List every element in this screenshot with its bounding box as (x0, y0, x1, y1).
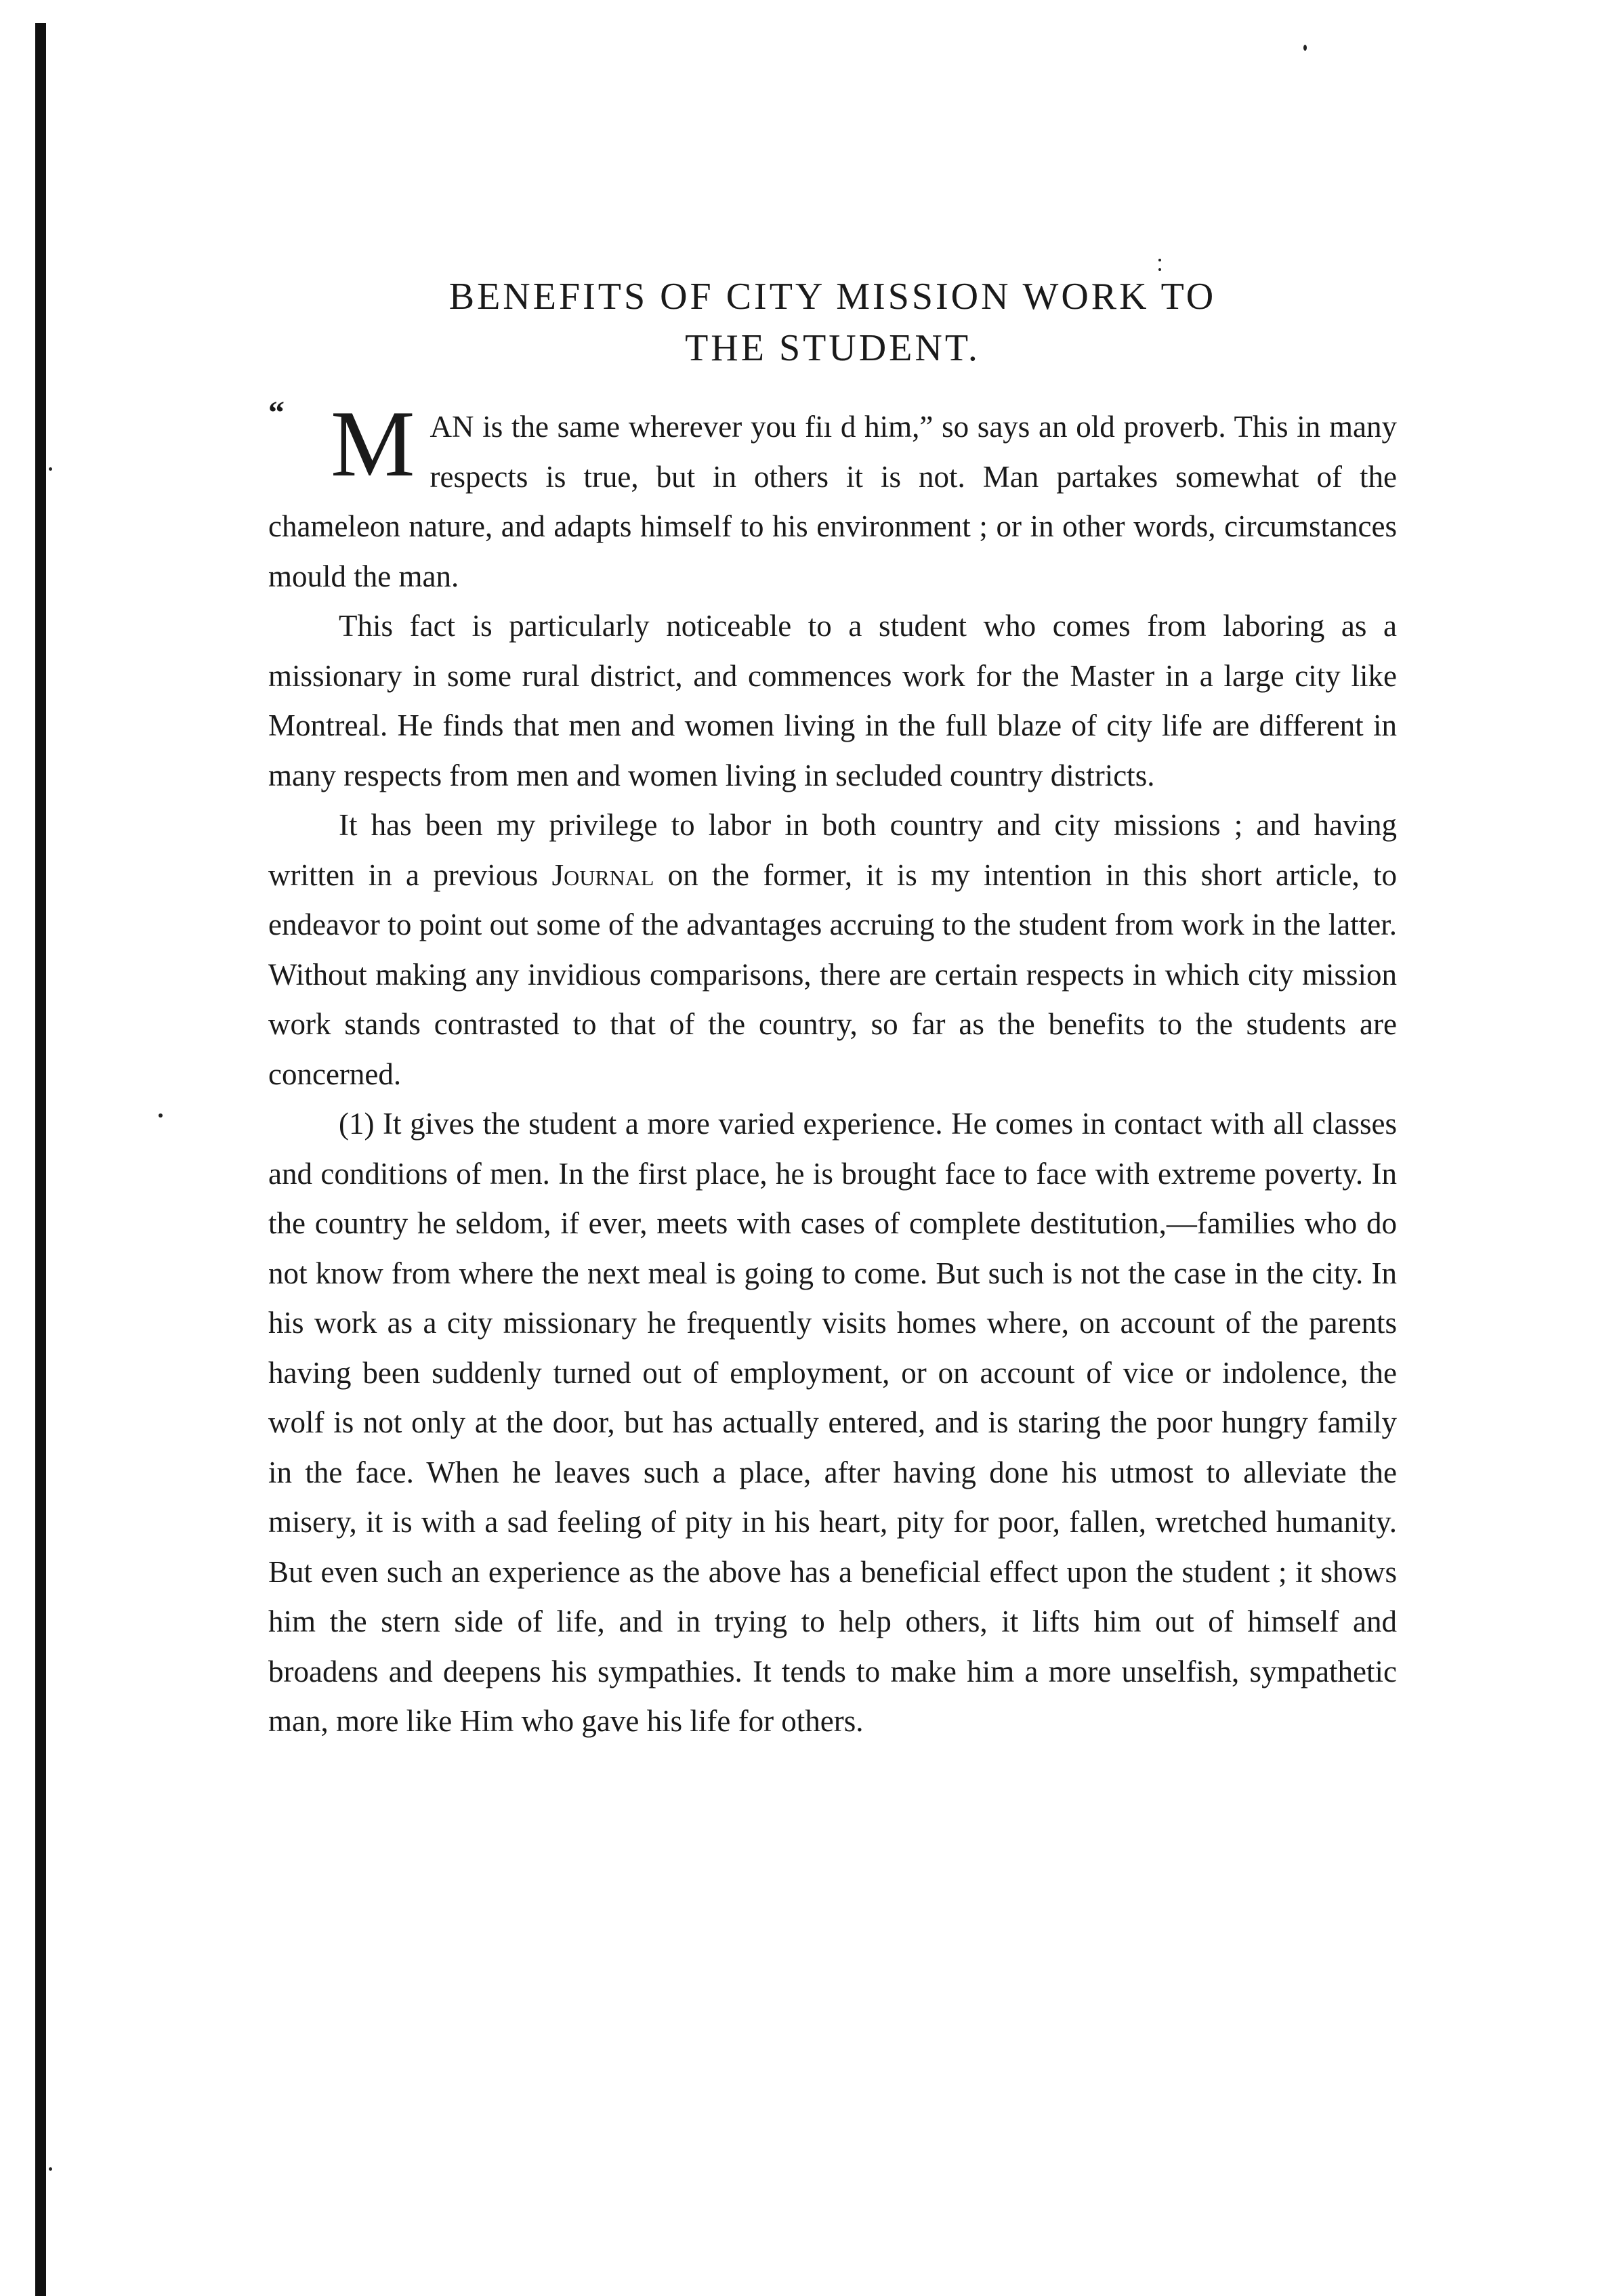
page-binding-edge (35, 23, 46, 2296)
scan-speck (159, 1113, 163, 1118)
opening-paragraph (268, 391, 1397, 601)
paragraph-2: This fact is particularly noticeable to a student who comes from laboring as a missionary in some rural district, and commences work for the Master in a large city like Montreal. He finds that men and women living in the full blaze of city life are different in many respects from men and women living in secluded country districts. (268, 609, 1397, 792)
scan-speck (1303, 45, 1307, 51)
opening-quote-mark: “ (268, 395, 285, 431)
scan-speck (49, 467, 52, 471)
title-line-2: THE STUDENT. (685, 327, 980, 369)
article-page (268, 271, 1397, 1747)
paragraph-3-text-a: It has been my privilege to labor in both country and city missions ; and having written in a previous (268, 808, 1397, 892)
title-line-1: BENEFITS OF CITY MISSION WORK TO (448, 276, 1217, 318)
paragraph-1: AN is the same wherever you fiı d him,” so says an old proverb. This in many respects is true, but in others it is not. Man partakes somewhat of the chameleon nature, and adapts himself to his environment ; or in other words, circumstances mould the man. (268, 410, 1397, 593)
paragraph-4: (1) It gives the student a more varied experience. He comes in contact with all classes and conditions of men. In the first place, he is brought face to face with extreme poverty. In the country he seldom, if ever, meets with cases of complete destitution,—families who do not know from where the next meal is going to come. But such is not the case in the city. In his work as a city missionary he frequently visits homes where, on account of the parents having been suddenly turned out of employment, or on account of vice or indolence, the wolf is not only at the door, but has actually entered, and is staring the poor hungry family in the face. When he leaves such a place, after having done his utmost to alleviate the misery, it is with a sad feeling of pity in his heart, pity for poor, fallen, wretched humanity. But even such an experience as the above has a beneficial effect upon the student ; it shows him the stern side of life, and in trying to help others, it lifts him out of himself and broadens and deepens his sympathies. It tends to make him a more unselfish, sympathetic man, more like Him who gave his life for others. (268, 1107, 1397, 1738)
paragraph-3-text-b: on the former, it is my intention in this short article, to endeavor to point out some of the advantages accruing to the student from work in the latter. Without making any invidious comparisons, there are certain respects in which city mission work stands contrasted to that of the country, so far as the benefits to the students are concerned. (268, 857, 1397, 1091)
paragraph-3 (268, 801, 1397, 1099)
scan-speck (1158, 259, 1161, 261)
drop-cap-letter: M (331, 391, 415, 496)
journal-small-caps: Journal (551, 857, 654, 892)
article-title (268, 271, 1397, 374)
scan-speck (49, 2167, 52, 2171)
